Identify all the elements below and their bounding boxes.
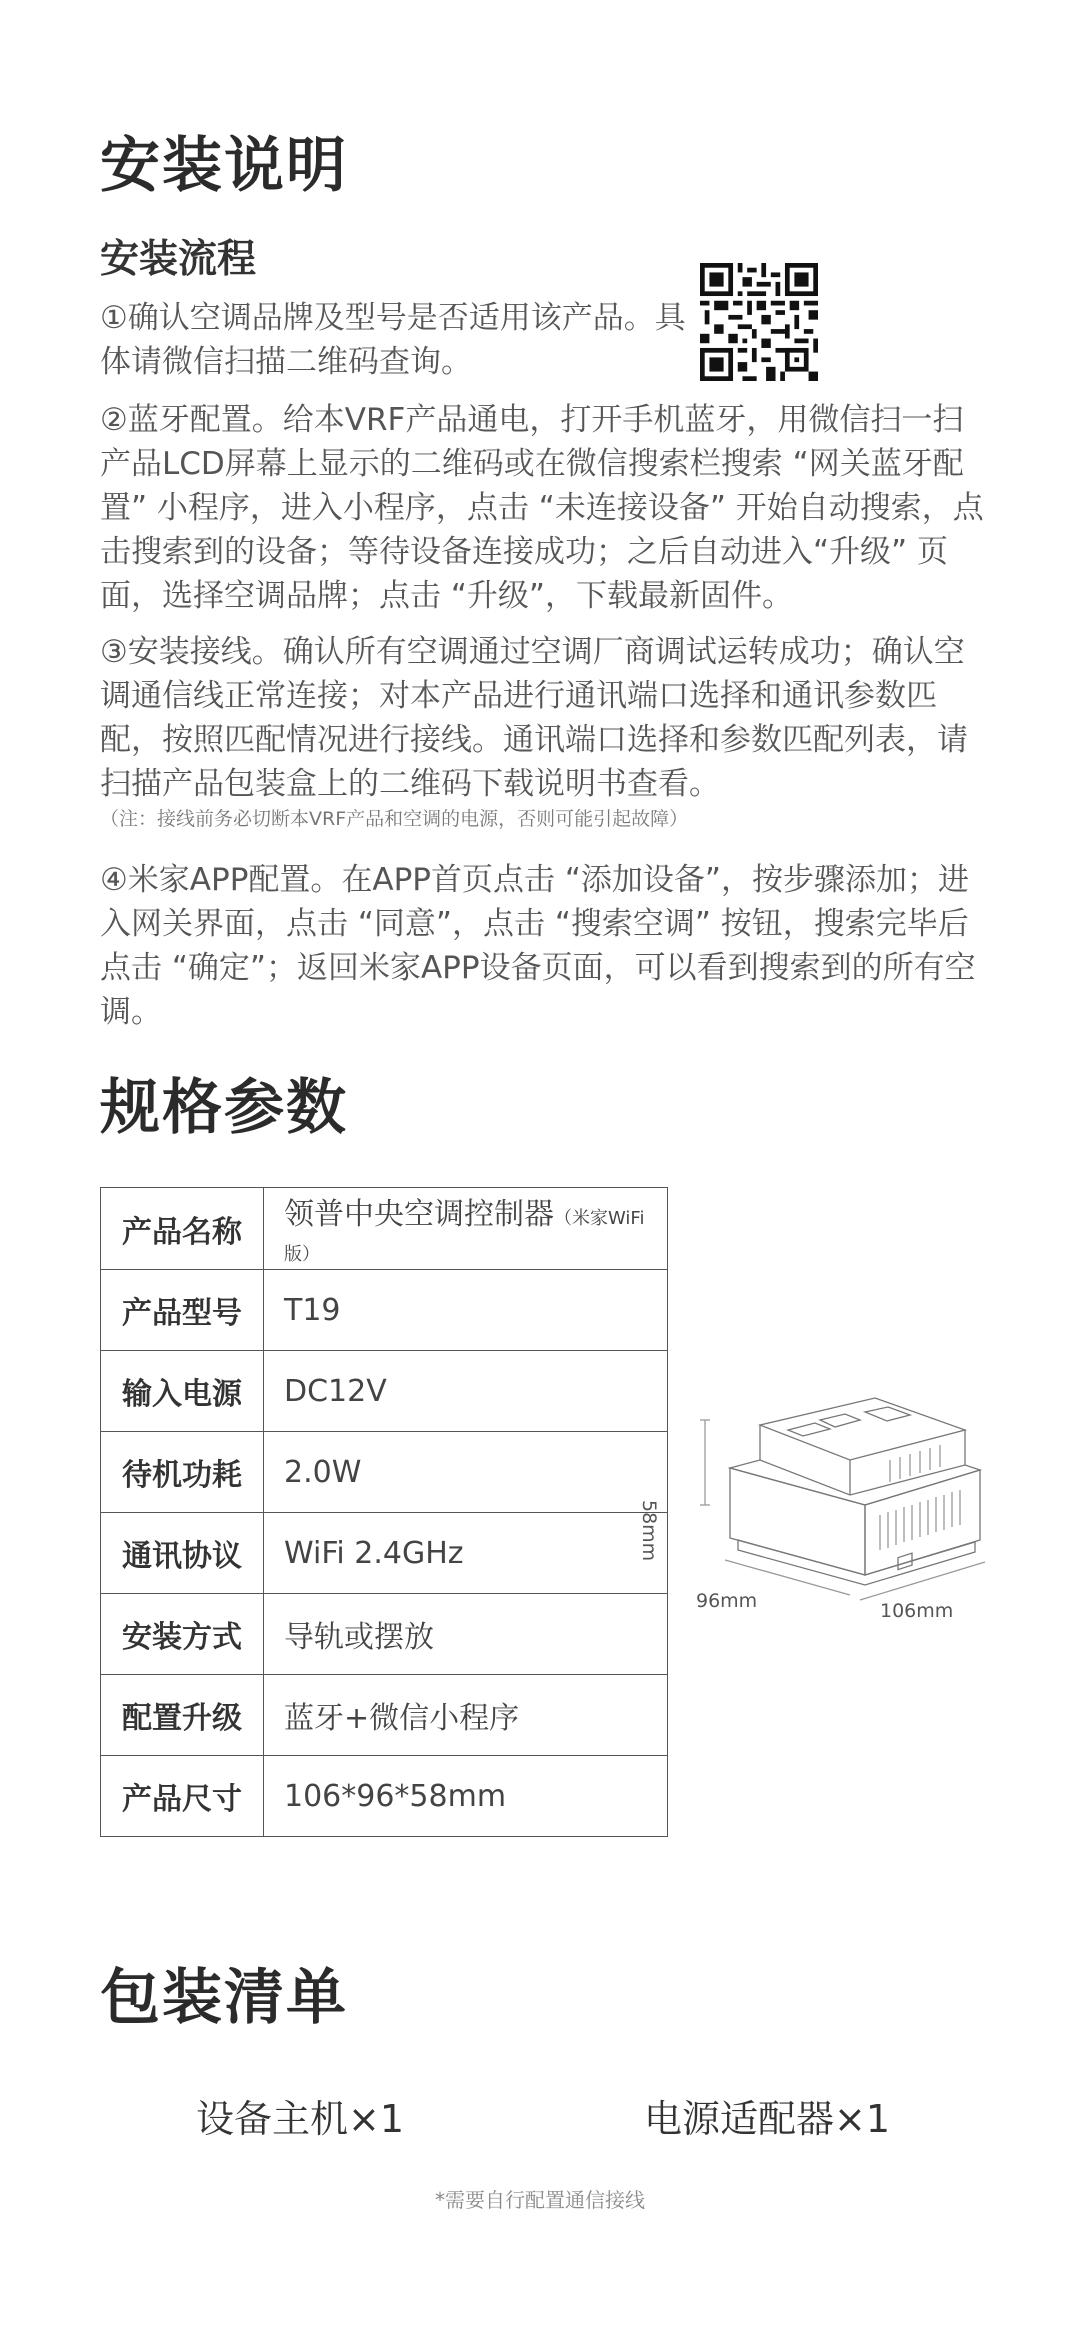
spec-row xyxy=(101,1675,668,1756)
dim-depth-label: 96mm xyxy=(696,1590,758,1612)
spec-row xyxy=(101,1756,668,1837)
spec-value: WiFi 2.4GHz xyxy=(264,1513,668,1594)
spec-row xyxy=(101,1351,668,1432)
spec-value: 导轨或摆放 xyxy=(264,1594,668,1675)
package-note: *需要自行配置通信接线 xyxy=(435,2188,645,2212)
spec-value: DC12V xyxy=(264,1351,668,1432)
install-step-3-note: （注：接线前务必切断本VRF产品和空调的电源，否则可能引起故障） xyxy=(100,808,689,830)
spec-title: 规格参数 xyxy=(100,1073,348,1143)
install-step-1: ①确认空调品牌及型号是否适用该产品。具体请微信扫描二维码查询。 xyxy=(100,300,686,380)
install-step-2: ②蓝牙配置。给本VRF产品通电，打开手机蓝牙，用微信扫一扫产品LCD屏幕上显示的二维码或在微信搜索栏搜索 “网关蓝牙配置” 小程序，进入小程序，点击 “未连接设备” 开始自动搜索，点击搜索到的设备；等待设备连接成功；之后自动进入“升级” 页面，选择空调品牌；点击 “升级”，下载最新固件。 xyxy=(100,402,984,614)
spec-row xyxy=(101,1432,668,1513)
package-item-host: 设备主机×1 xyxy=(196,2097,405,2141)
spec-key: 配置升级 xyxy=(101,1675,264,1756)
spec-key: 产品名称 xyxy=(101,1188,264,1270)
spec-key: 输入电源 xyxy=(101,1351,264,1432)
install-flow-title: 安装流程 xyxy=(100,237,257,282)
spec-row xyxy=(101,1594,668,1675)
qr-code-icon xyxy=(700,263,818,381)
package-title: 包装清单 xyxy=(100,1963,348,2033)
dim-width-label: 106mm xyxy=(880,1600,954,1622)
spec-key: 产品型号 xyxy=(101,1270,264,1351)
spec-key: 安装方式 xyxy=(101,1594,264,1675)
spec-row xyxy=(101,1513,668,1594)
spec-value-text: 领普中央空调控制器 xyxy=(284,1197,554,1232)
spec-value xyxy=(264,1188,668,1270)
spec-row xyxy=(101,1188,668,1270)
spec-key: 通讯协议 xyxy=(101,1513,264,1594)
spec-row xyxy=(101,1270,668,1351)
spec-value: 2.0W xyxy=(264,1432,668,1513)
spec-value: 蓝牙+微信小程序 xyxy=(264,1675,668,1756)
dim-height-label: 58mm xyxy=(638,1500,660,1562)
spec-value: T19 xyxy=(264,1270,668,1351)
install-step-3: ③安装接线。确认所有空调通过空调厂商调试运转成功；确认空调通信线正常连接；对本产品进行通讯端口选择和通讯参数匹配，按照匹配情况进行接线。通讯端口选择和参数匹配列表，请扫描产品包装盒上的二维码下载说明书查看。 xyxy=(100,634,968,802)
spec-table xyxy=(100,1187,668,1837)
spec-value: 106*96*58mm xyxy=(264,1756,668,1837)
install-title: 安装说明 xyxy=(100,131,348,201)
spec-key: 产品尺寸 xyxy=(101,1756,264,1837)
spec-key: 待机功耗 xyxy=(101,1432,264,1513)
spec-value-extra: （米家WiFi版） xyxy=(284,1208,645,1265)
install-step-4: ④米家APP配置。在APP首页点击 “添加设备”，按步骤添加；进入网关界面，点击 “同意”，点击 “搜索空调” 按钮，搜索完毕后点击 “确定”；返回米家APP设备页面，可以看到搜索到的所有空调。 xyxy=(100,862,976,1030)
package-item-adapter: 电源适配器×1 xyxy=(644,2097,891,2141)
